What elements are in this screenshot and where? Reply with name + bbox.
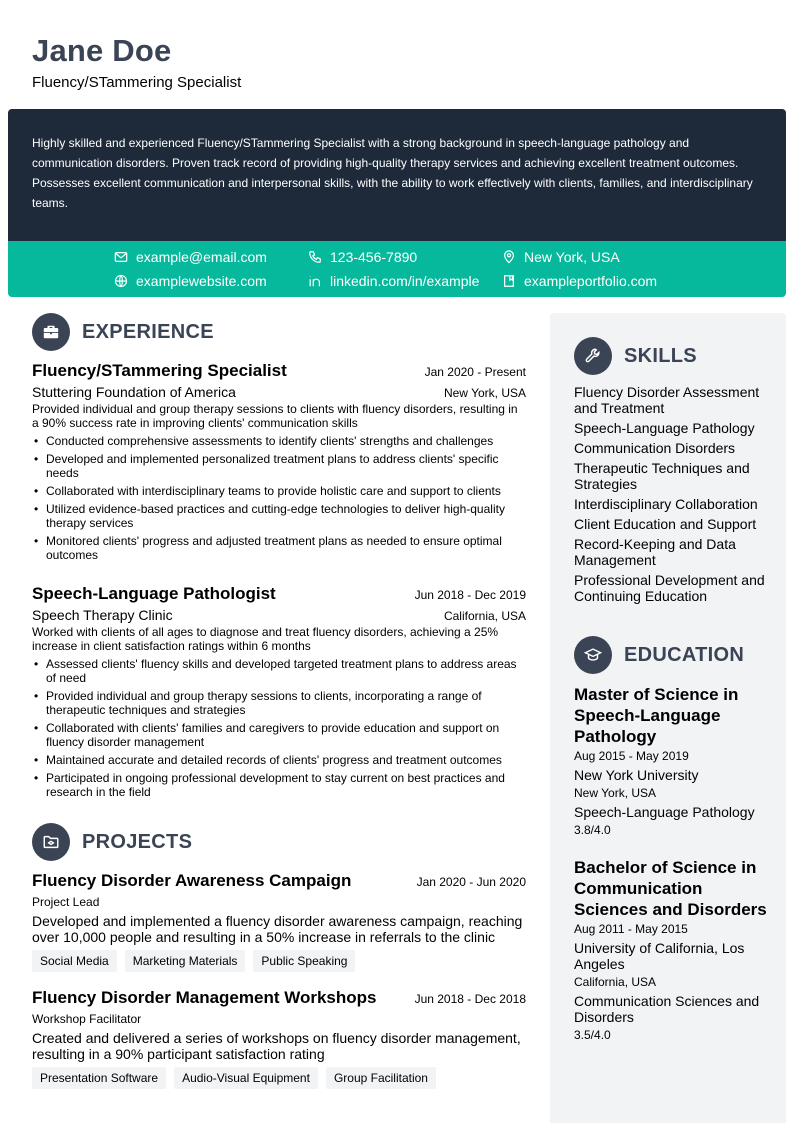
skill-item: Speech-Language Pathology xyxy=(574,420,755,436)
contact-phone-text: 123-456-7890 xyxy=(330,249,418,265)
education-dates: Aug 2011 - May 2015 xyxy=(574,922,688,936)
job-company: Speech Therapy Clinic xyxy=(32,607,173,623)
contact-email-text: example@email.com xyxy=(136,249,267,265)
project-entry xyxy=(32,988,526,1089)
experience-title: EXPERIENCE xyxy=(82,320,214,343)
contact-phone[interactable] xyxy=(308,249,417,265)
contact-location-text: New York, USA xyxy=(524,249,620,265)
project-tags xyxy=(32,950,526,972)
education-entry xyxy=(574,857,770,1042)
wrench-icon xyxy=(574,337,612,375)
education-section-header xyxy=(574,636,744,674)
project-dates: Jun 2018 - Dec 2018 xyxy=(414,992,526,1006)
sidebar xyxy=(550,313,786,1123)
education-location: New York, USA xyxy=(574,786,657,800)
job-bullet: • Collaborated with clients' families and caregivers to provide education and support on fluency disorder management xyxy=(32,721,526,749)
contact-linkedin-text: linkedin.com/in/example xyxy=(330,273,480,289)
project-tag: Presentation Software xyxy=(32,1067,166,1089)
projects-section-header xyxy=(32,823,192,861)
job-bullet: • Conducted comprehensive assessments to identify clients' strengths and challenges xyxy=(32,434,526,448)
project-tag: Group Facilitation xyxy=(326,1067,436,1089)
globe-icon xyxy=(114,274,128,288)
education-degree: Bachelor of Science in Communication Sciences and Disorders xyxy=(574,858,767,919)
skills-section-header xyxy=(574,337,697,375)
education-entry xyxy=(574,684,770,837)
summary-text: Highly skilled and experienced Fluency/STammering Specialist with a strong background in speech-language pathology and communication disorders. Proven track record of providing high-quality therapy services and achieving excellent treatment outcomes. Possesses excellent communication and interpersonal skills, with the ability to work effectively with clients, families, and interdisciplinary teams. xyxy=(32,136,753,210)
folder-icon xyxy=(32,823,70,861)
map-pin-icon xyxy=(502,250,516,264)
skill-item: Therapeutic Techniques and Strategies xyxy=(574,460,750,492)
job-title: Speech-Language Pathologist xyxy=(32,584,276,603)
phone-icon xyxy=(308,250,322,264)
skill-item: Fluency Disorder Assessment and Treatment xyxy=(574,384,760,416)
project-entry xyxy=(32,871,526,972)
skills-title: SKILLS xyxy=(624,344,697,367)
candidate-name: Jane Doe xyxy=(32,33,172,68)
resume-header xyxy=(32,32,241,91)
job-bullets xyxy=(32,657,526,799)
skill-item: Interdisciplinary Collaboration xyxy=(574,496,758,512)
project-title: Fluency Disorder Management Workshops xyxy=(32,988,377,1007)
summary-panel xyxy=(8,109,786,241)
project-dates: Jan 2020 - Jun 2020 xyxy=(416,875,526,889)
project-tag: Public Speaking xyxy=(253,950,355,972)
job-title: Fluency/STammering Specialist xyxy=(32,361,287,380)
education-school: New York University xyxy=(574,767,699,783)
job-bullet: • Maintained accurate and detailed records of clients' progress and treatment outcomes xyxy=(32,753,526,767)
skill-item: Professional Development and Continuing Education xyxy=(574,572,765,604)
portfolio-icon xyxy=(502,274,516,288)
contact-email[interactable] xyxy=(114,249,267,265)
education-field: Communication Sciences and Disorders xyxy=(574,993,760,1025)
contact-bar xyxy=(8,241,786,297)
contact-portfolio[interactable] xyxy=(502,273,657,289)
skill-item: Communication Disorders xyxy=(574,440,736,456)
project-role: Workshop Facilitator xyxy=(32,1012,142,1026)
education-gpa: 3.5/4.0 xyxy=(574,1028,611,1042)
project-description: Created and delivered a series of workshops on fluency disorder management, resulting in a 90% participant satisfaction rating xyxy=(32,1030,521,1062)
contact-website-text: examplewebsite.com xyxy=(136,273,267,289)
job-bullets xyxy=(32,434,526,562)
project-title: Fluency Disorder Awareness Campaign xyxy=(32,871,352,890)
education-title: EDUCATION xyxy=(624,643,745,666)
job-dates: Jan 2020 - Present xyxy=(424,365,526,379)
project-description: Developed and implemented a fluency disorder awareness campaign, reaching over 10,000 people and resulting in a 50% increase in referrals to the clinic xyxy=(32,913,523,945)
education-location: California, USA xyxy=(574,975,657,989)
job-bullet: • Developed and implemented personalized treatment plans to address clients' specific needs xyxy=(32,452,526,480)
experience-entry xyxy=(32,584,526,803)
linkedin-icon xyxy=(308,274,322,288)
job-location: California, USA xyxy=(443,609,526,623)
contact-portfolio-text: exampleportfolio.com xyxy=(524,273,658,289)
project-tags xyxy=(32,1067,526,1089)
job-description: Worked with clients of all ages to diagnose and treat fluency disorders, achieving a 25% increase in client satisfaction ratings within 6 months xyxy=(32,625,499,653)
job-bullet: • Utilized evidence-based practices and cutting-edge technologies to deliver high-quality therapy services xyxy=(32,502,526,530)
experience-section-header xyxy=(32,313,214,351)
contact-website[interactable] xyxy=(114,273,267,289)
skill-item: Client Education and Support xyxy=(574,516,757,532)
job-bullet: • Monitored clients' progress and adjusted treatment plans as needed to ensure optimal outcomes xyxy=(32,534,526,562)
education-field: Speech-Language Pathology xyxy=(574,804,755,820)
candidate-role: Fluency/STammering Specialist xyxy=(32,74,242,91)
education-gpa: 3.8/4.0 xyxy=(574,823,611,837)
job-bullet: • Assessed clients' fluency skills and developed targeted treatment plans to address areas of need xyxy=(32,657,526,685)
project-tag: Marketing Materials xyxy=(125,950,246,972)
skill-item: Record-Keeping and Data Management xyxy=(574,536,736,568)
project-tag: Social Media xyxy=(32,950,117,972)
job-description: Provided individual and group therapy sessions to clients with fluency disorders, resulting in a 90% success rate in improving clients' communication skills xyxy=(32,402,518,430)
education-dates: Aug 2015 - May 2019 xyxy=(574,749,689,763)
projects-title: PROJECTS xyxy=(82,830,193,853)
mail-icon xyxy=(114,250,128,264)
job-location: New York, USA xyxy=(443,386,526,400)
briefcase-icon xyxy=(32,313,70,351)
contact-location xyxy=(502,249,620,265)
experience-entry xyxy=(32,361,526,566)
project-tag: Audio-Visual Equipment xyxy=(174,1067,318,1089)
graduation-cap-icon xyxy=(574,636,612,674)
job-bullet: • Participated in ongoing professional development to stay current on best practices and research in the field xyxy=(32,771,526,799)
job-bullet: • Collaborated with interdisciplinary teams to provide holistic care and support to clients xyxy=(32,484,526,498)
skills-list xyxy=(574,384,770,608)
job-dates: Jun 2018 - Dec 2019 xyxy=(414,588,526,602)
education-school: University of California, Los Angeles xyxy=(574,940,745,972)
job-company: Stuttering Foundation of America xyxy=(32,384,236,400)
job-bullet: • Provided individual and group therapy sessions to clients, incorporating a range of therapeutic techniques and strategies xyxy=(32,689,526,717)
contact-linkedin[interactable] xyxy=(308,273,479,289)
project-role: Project Lead xyxy=(32,895,100,909)
education-degree: Master of Science in Speech-Language Pathology xyxy=(574,685,739,746)
